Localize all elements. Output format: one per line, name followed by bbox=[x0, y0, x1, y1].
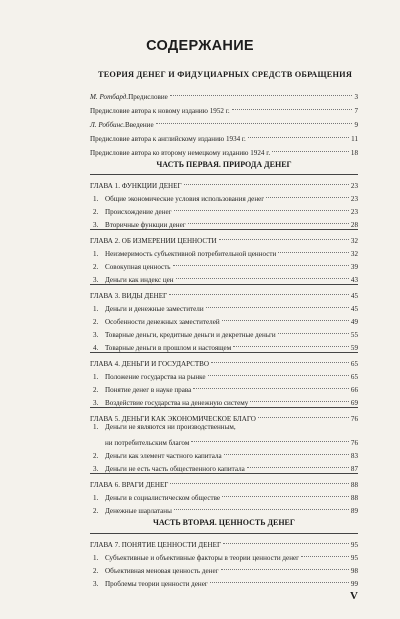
section-label: Общие экономические условия использования денег bbox=[105, 195, 265, 203]
section-page: 23 bbox=[350, 195, 358, 203]
toc-section[interactable] bbox=[93, 337, 358, 352]
chapter-label: ГЛАВА 7. ПОНЯТИЕ ЦЕННОСТИ ДЕНЕГ bbox=[90, 541, 222, 549]
section-page: 66 bbox=[350, 386, 358, 394]
chapter-label: ГЛАВА 1. ФУНКЦИИ ДЕНЕГ bbox=[90, 182, 182, 190]
dot-leader bbox=[210, 570, 349, 583]
dot-leader bbox=[174, 198, 349, 211]
section-page: 49 bbox=[350, 318, 358, 326]
entry-label: Предисловие автора ко второму немецкому изданию 1924 г. bbox=[90, 149, 271, 157]
section-number: 2. bbox=[93, 452, 99, 460]
entry-page: 7 bbox=[354, 107, 358, 115]
dot-leader bbox=[169, 282, 349, 295]
entry-page: 11 bbox=[351, 135, 358, 143]
section-label: Денежные шарлатаны bbox=[105, 507, 172, 515]
section-number: 2. bbox=[93, 386, 99, 394]
section-number: 3. bbox=[93, 221, 99, 229]
section-number: 2. bbox=[93, 567, 99, 575]
dot-leader bbox=[170, 83, 353, 96]
entry-label: Введение bbox=[125, 121, 154, 129]
section-page: 98 bbox=[350, 567, 358, 575]
dot-leader bbox=[188, 211, 349, 224]
section-page: 69 bbox=[350, 399, 358, 407]
section-number: 1. bbox=[93, 494, 99, 502]
section-page: 55 bbox=[350, 331, 358, 339]
dot-leader bbox=[224, 442, 349, 455]
page-number: V bbox=[350, 590, 358, 602]
section-page: 23 bbox=[350, 208, 358, 216]
toc-section[interactable] bbox=[93, 214, 358, 229]
section-page: 45 bbox=[350, 305, 358, 313]
section-number: 3. bbox=[93, 399, 99, 407]
dot-leader bbox=[223, 531, 349, 544]
section-page: 65 bbox=[350, 373, 358, 381]
dot-leader bbox=[193, 376, 349, 389]
section-number: 2. bbox=[93, 318, 99, 326]
dot-leader bbox=[222, 484, 349, 497]
section-label-continuation: ни потребительским благом bbox=[105, 439, 190, 447]
chapter-page: 88 bbox=[350, 481, 358, 489]
dot-leader bbox=[222, 308, 349, 321]
part-heading: ЧАСТЬ ВТОРАЯ. ЦЕННОСТЬ ДЕНЕГ bbox=[153, 518, 295, 527]
section-label: Положение государства на рынке bbox=[105, 373, 206, 381]
dot-leader bbox=[233, 334, 349, 347]
dot-leader bbox=[174, 497, 349, 510]
section-label: Деньги и денежные заместители bbox=[105, 305, 204, 313]
dot-leader bbox=[232, 97, 353, 110]
section-page: 43 bbox=[350, 276, 358, 284]
dot-leader bbox=[272, 139, 349, 152]
section-page: 95 bbox=[350, 554, 358, 562]
dot-leader bbox=[170, 471, 349, 484]
section-page: 59 bbox=[350, 344, 358, 352]
dot-leader bbox=[206, 295, 349, 308]
section-label: Воздействие государства на денежную систему bbox=[105, 399, 249, 407]
dot-leader bbox=[156, 111, 353, 124]
section-label: Деньги не есть часть общественного капитала bbox=[105, 465, 245, 473]
dot-leader bbox=[208, 363, 349, 376]
dot-leader bbox=[173, 253, 349, 266]
section-page: 87 bbox=[350, 465, 358, 473]
section-page: 32 bbox=[350, 250, 358, 258]
toc-entry-preface-1924[interactable] bbox=[90, 142, 358, 157]
toc-section[interactable] bbox=[93, 269, 358, 284]
section-label: Вторичные функции денег bbox=[105, 221, 186, 229]
chapter-label: ГЛАВА 3. ВИДЫ ДЕНЕГ bbox=[90, 292, 168, 300]
entry-page: 9 bbox=[354, 121, 358, 129]
chapter-page: 76 bbox=[350, 415, 358, 423]
entry-label: Предисловие автора к английскому изданию 1934 г. bbox=[90, 135, 246, 143]
section-number: 2. bbox=[93, 263, 99, 271]
toc-chapter-5[interactable] bbox=[90, 408, 358, 423]
section-label: Проблемы теории ценности денег bbox=[105, 580, 208, 588]
section-number: 4. bbox=[93, 344, 99, 352]
section-number: 1. bbox=[93, 305, 99, 313]
toc-section[interactable] bbox=[93, 573, 358, 588]
section-number: 3. bbox=[93, 465, 99, 473]
page-title: СОДЕРЖАНИЕ bbox=[146, 38, 254, 54]
chapter-page: 95 bbox=[350, 541, 358, 549]
dot-leader bbox=[191, 429, 349, 442]
section-number: 2. bbox=[93, 507, 99, 515]
section-number: 3. bbox=[93, 331, 99, 339]
entry-author: М. Ротбард. bbox=[90, 93, 129, 101]
dot-leader bbox=[248, 125, 349, 138]
section-label: Товарные деньги, кредитные деньги и декретные деньги bbox=[105, 331, 276, 339]
section-number: 1. bbox=[93, 423, 99, 431]
section-number: 1. bbox=[93, 195, 99, 203]
section-page: 39 bbox=[350, 263, 358, 271]
section-page: 88 bbox=[350, 494, 358, 502]
section-label: Субъективные и объективные факторы в теории ценности денег bbox=[105, 554, 300, 562]
entry-page: 18 bbox=[350, 149, 358, 157]
dot-leader bbox=[219, 227, 349, 240]
chapter-label: ГЛАВА 5. ДЕНЬГИ КАК ЭКОНОМИЧЕСКОЕ БЛАГО bbox=[90, 415, 256, 423]
dot-leader bbox=[221, 557, 349, 570]
toc-section[interactable] bbox=[93, 500, 358, 515]
dot-leader bbox=[301, 544, 349, 557]
section-number: 3. bbox=[93, 580, 99, 588]
toc-section[interactable] bbox=[93, 392, 358, 407]
section-label: Товарные деньги в прошлом и настоящем bbox=[105, 344, 232, 352]
dot-leader bbox=[278, 240, 349, 253]
section-label: Понятие денег в науке права bbox=[105, 386, 192, 394]
section-number: 1. bbox=[93, 554, 99, 562]
chapter-label: ГЛАВА 4. ДЕНЬГИ И ГОСУДАРСТВО bbox=[90, 360, 210, 368]
section-number: 2. bbox=[93, 208, 99, 216]
section-label: Деньги не являются ни производственным, bbox=[105, 423, 236, 431]
section-label: Неизмеримость субъективной потребительной ценности bbox=[105, 250, 277, 258]
section-label: Происхождение денег bbox=[105, 208, 172, 216]
section-label: Деньги как индекс цен bbox=[105, 276, 174, 284]
section-number: 1. bbox=[93, 373, 99, 381]
dot-leader bbox=[184, 172, 349, 185]
section-page: 89 bbox=[350, 507, 358, 515]
entry-label: Предисловие автора к новому изданию 1952 г. bbox=[90, 107, 230, 115]
section-page: 83 bbox=[350, 452, 358, 460]
chapter-label: ГЛАВА 2. ОБ ИЗМЕРЕНИИ ЦЕННОСТИ bbox=[90, 237, 217, 245]
section-label: Деньги в социалистическом обществе bbox=[105, 494, 221, 502]
section-label: Объективная меновая ценность денег bbox=[105, 567, 219, 575]
dot-leader bbox=[266, 185, 349, 198]
entry-author: Л. Роббинс. bbox=[90, 121, 126, 129]
section-label: Совокупная ценность bbox=[105, 263, 171, 271]
part-heading: ЧАСТЬ ПЕРВАЯ. ПРИРОДА ДЕНЕГ bbox=[156, 160, 292, 169]
dot-leader bbox=[176, 266, 349, 279]
section-number: 3. bbox=[93, 276, 99, 284]
section-page: 28 bbox=[350, 221, 358, 229]
chapter-page: 65 bbox=[350, 360, 358, 368]
chapter-page: 45 bbox=[350, 292, 358, 300]
dot-leader bbox=[258, 405, 349, 418]
section-page: 76 bbox=[350, 439, 358, 447]
section-label: Особенности денежных заместителей bbox=[105, 318, 220, 326]
chapter-page: 32 bbox=[350, 237, 358, 245]
book-subtitle: ТЕОРИЯ ДЕНЕГ И ФИДУЦИАРНЫХ СРЕДСТВ ОБРАЩЕНИЯ bbox=[97, 70, 353, 79]
dot-leader bbox=[211, 350, 349, 363]
dot-leader bbox=[250, 389, 349, 402]
dot-leader bbox=[247, 455, 349, 468]
entry-label: Предисловие bbox=[128, 93, 168, 101]
dot-leader bbox=[278, 321, 349, 334]
section-page: 99 bbox=[350, 580, 358, 588]
section-label: Деньги как элемент частного капитала bbox=[105, 452, 222, 460]
chapter-label: ГЛАВА 6. ВРАГИ ДЕНЕГ bbox=[90, 481, 169, 489]
toc-section[interactable] bbox=[93, 458, 358, 473]
chapter-page: 23 bbox=[350, 182, 358, 190]
entry-page: 3 bbox=[354, 93, 358, 101]
section-number: 1. bbox=[93, 250, 99, 258]
